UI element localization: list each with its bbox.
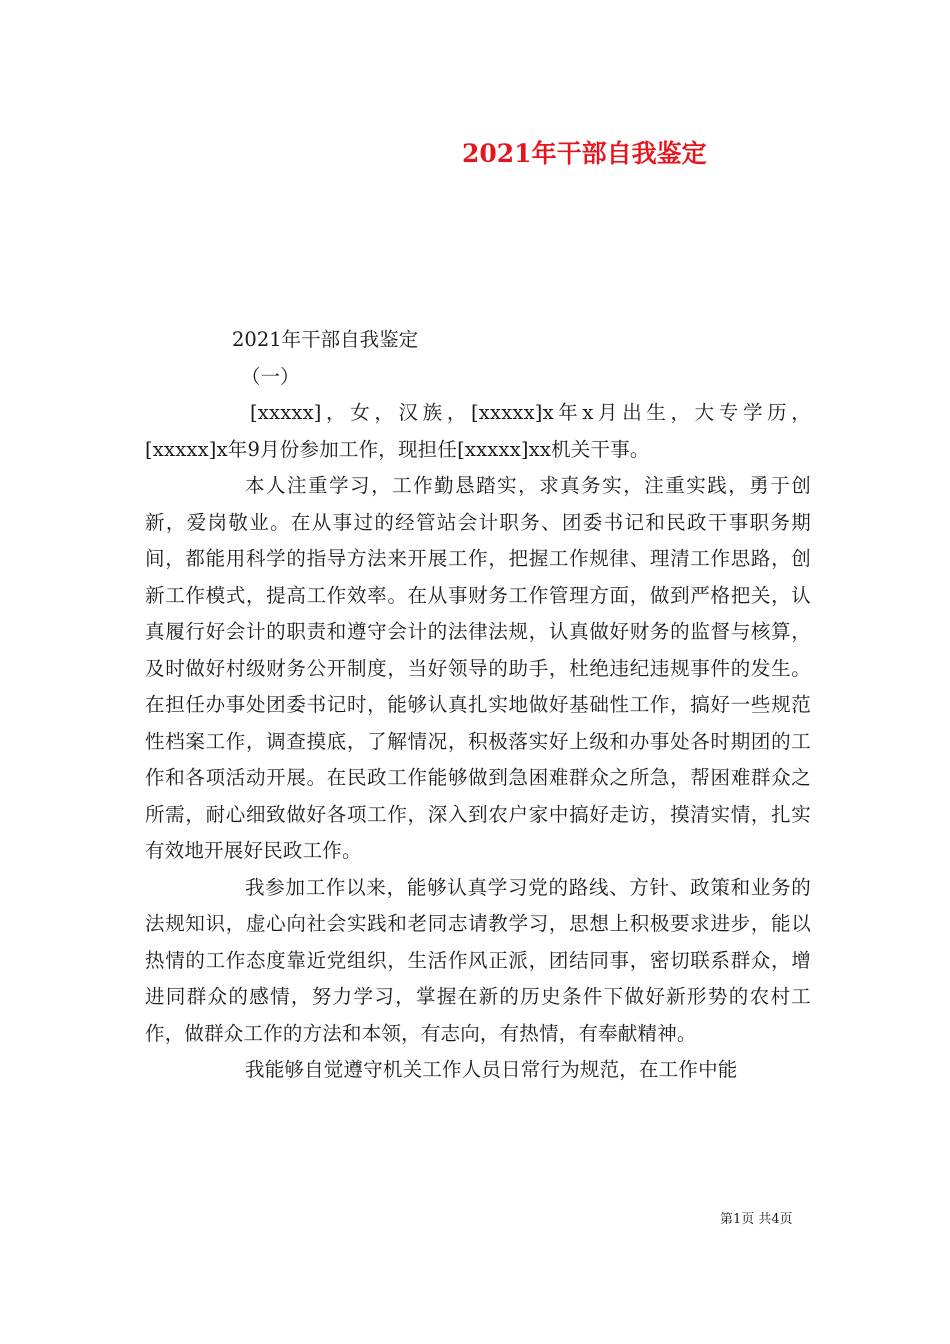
document-subtitle: 2021年干部自我鉴定 [232, 328, 419, 351]
document-title: 2021年干部自我鉴定 [462, 139, 707, 168]
page-number: 第1页 共4页 [720, 1212, 793, 1227]
paragraph-2: 本人注重学习，工作勤恳踏实，求真务实，注重实践，勇于创新，爱岗敬业。在从事过的经管站会计职务、团委书记和民政干事职务期间，都能用科学的指导方法来开展工作，把握工作规律、理清工作思路，创新工作模式，提高工作效率。在从事财务工作管理方面，做到严格把关，认真履行好会计的职责和遵守会计的法律法规，认真做好财务的监督与核算，及时做好村级财务公开制度，当好领导的助手，杜绝违纪违规事件的发生。在担任办事处团委书记时，能够认真扎实地做好基础性工作，搞好一些规范性档案工作，调查摸底，了解情况，积极落实好上级和办事处各时期团的工作和各项活动开展。在民政工作能够做到急困难群众之所急，帮困难群众之所需，耐心细致做好各项工作，深入到农户家中搞好走访，摸清实情，扎实有效地开展好民政工作。 [145, 474, 811, 862]
document-body [145, 322, 811, 1089]
paragraph-1: [xxxxx]，女，汉族，[xxxxx]x年x月出生，大专学历，[xxxxx]x年9月份参加工作，现担任[xxxxx]xx机关干事。 [145, 401, 811, 461]
paragraph-3: 我参加工作以来，能够认真学习党的路线、方针、政策和业务的法规知识，虚心向社会实践和老同志请教学习，思想上积极要求进步，能以热情的工作态度靠近党组织，生活作风正派，团结同事，密切联系群众，增进同群众的感情，努力学习，掌握在新的历史条件下做好新形势的农村工作，做群众工作的方法和本领，有志向，有热情，有奉献精神。 [145, 875, 811, 1045]
section-number: （一） [241, 364, 300, 388]
paragraph-4: 我能够自觉遵守机关工作人员日常行为规范，在工作中能 [245, 1058, 738, 1081]
